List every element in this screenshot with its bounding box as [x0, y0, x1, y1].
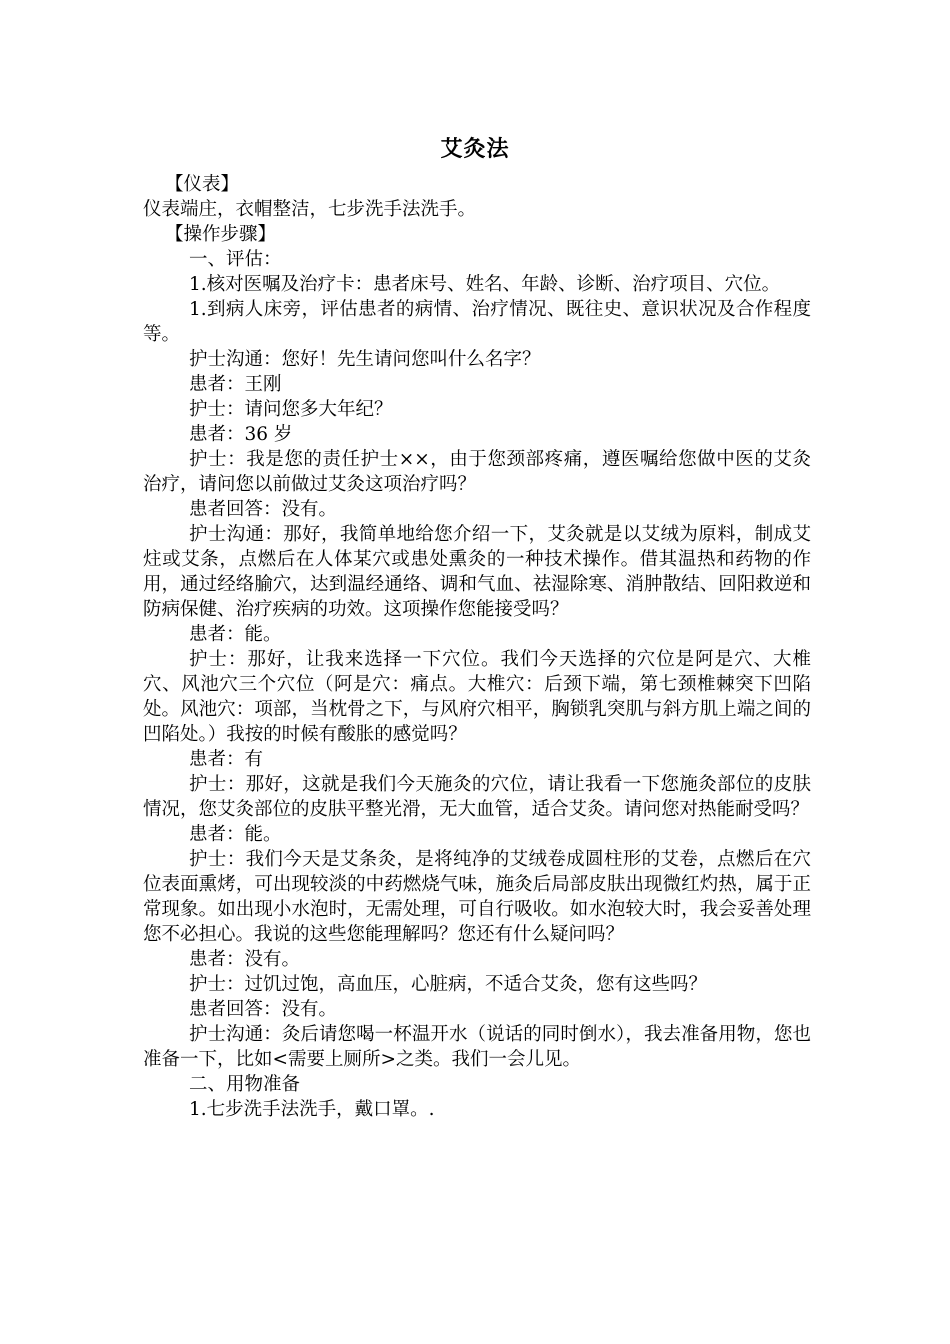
paragraph: 护士沟通：您好！先生请问您叫什么名字？	[189, 349, 541, 370]
paragraph: 仪表端庄，衣帽整洁，七步洗手法洗手。	[143, 199, 477, 220]
paragraph: 1.核对医嘱及治疗卡：患者床号、姓名、年龄、诊断、治疗项目、穴位。	[189, 274, 781, 295]
document-body	[143, 172, 811, 1122]
paragraph: 患者回答：没有。	[189, 499, 338, 520]
paragraph: 患者：没有。	[189, 949, 301, 970]
paragraph: 患者：36 岁	[189, 424, 293, 445]
paragraph: 患者：有	[189, 749, 264, 770]
paragraph: 护士：那好，这就是我们今天施灸的穴位，请让我看一下您施灸部位的皮肤情况，您艾灸部位的皮肤平整光滑，无大血管，适合艾灸。请问您对热能耐受吗？	[143, 774, 811, 820]
paragraph: 护士沟通：那好，我简单地给您介绍一下，艾灸就是以艾绒为原料，制成艾炷或艾条，点燃后在人体某穴或患处熏灸的一种技术操作。借其温热和药物的作用，通过经络腧穴，达到温经通络、调和气血、祛湿除寒、消肿散结、回阳救逆和防病保健、治疗疾病的功效。这项操作您能接受吗？	[143, 524, 811, 620]
document-title: 艾灸法	[440, 136, 510, 162]
paragraph: 护士：我们今天是艾条灸，是将纯净的艾绒卷成圆柱形的艾卷，点燃后在穴位表面熏烤，可出现较淡的中药燃烧气味，施灸后局部皮肤出现微红灼热，属于正常现象。如出现小水泡时，无需处理，可自行吸收。如水泡较大时，我会妥善处理您不必担心。我说的这些您能理解吗？您还有什么疑问吗？	[143, 849, 811, 945]
paragraph: 二、用物准备	[189, 1074, 301, 1095]
paragraph: 护士：过饥过饱，高血压，心脏病，不适合艾灸，您有这些吗？	[189, 974, 708, 995]
paragraph: 护士：那好，让我来选择一下穴位。我们今天选择的穴位是阿是穴、大椎穴、风池穴三个穴位（阿是穴：痛点。大椎穴：后颈下端，第七颈椎棘突下凹陷处。风池穴：项部，当枕骨之下，与风府穴相平，胸锁乳突肌与斜方肌上端之间的凹陷处。）我按的时候有酸胀的感觉吗？	[143, 649, 811, 745]
paragraph: 护士沟通：灸后请您喝一杯温开水（说话的同时倒水），我去准备用物，您也准备一下，比如<需要上厕所>之类。我们一会儿见。	[143, 1024, 811, 1070]
paragraph: 【仪表】	[165, 174, 240, 195]
paragraph: 一、评估：	[189, 249, 282, 270]
paragraph: 1.到病人床旁，评估患者的病情、治疗情况、既往史、意识状况及合作程度等。	[143, 299, 811, 345]
paragraph: 护士：我是您的责任护士××，由于您颈部疼痛，遵医嘱给您做中医的艾灸治疗，请问您以前做过艾灸这项治疗吗？	[143, 449, 811, 495]
paragraph: 护士：请问您多大年纪？	[189, 399, 393, 420]
paragraph: 1.七步洗手法洗手，戴口罩。.	[189, 1099, 435, 1120]
paragraph: 患者回答：没有。	[189, 999, 338, 1020]
paragraph: 患者：王刚	[189, 374, 282, 395]
paragraph: 患者：能。	[189, 824, 282, 845]
paragraph: 患者：能。	[189, 624, 282, 645]
paragraph: 【操作步骤】	[165, 224, 277, 245]
